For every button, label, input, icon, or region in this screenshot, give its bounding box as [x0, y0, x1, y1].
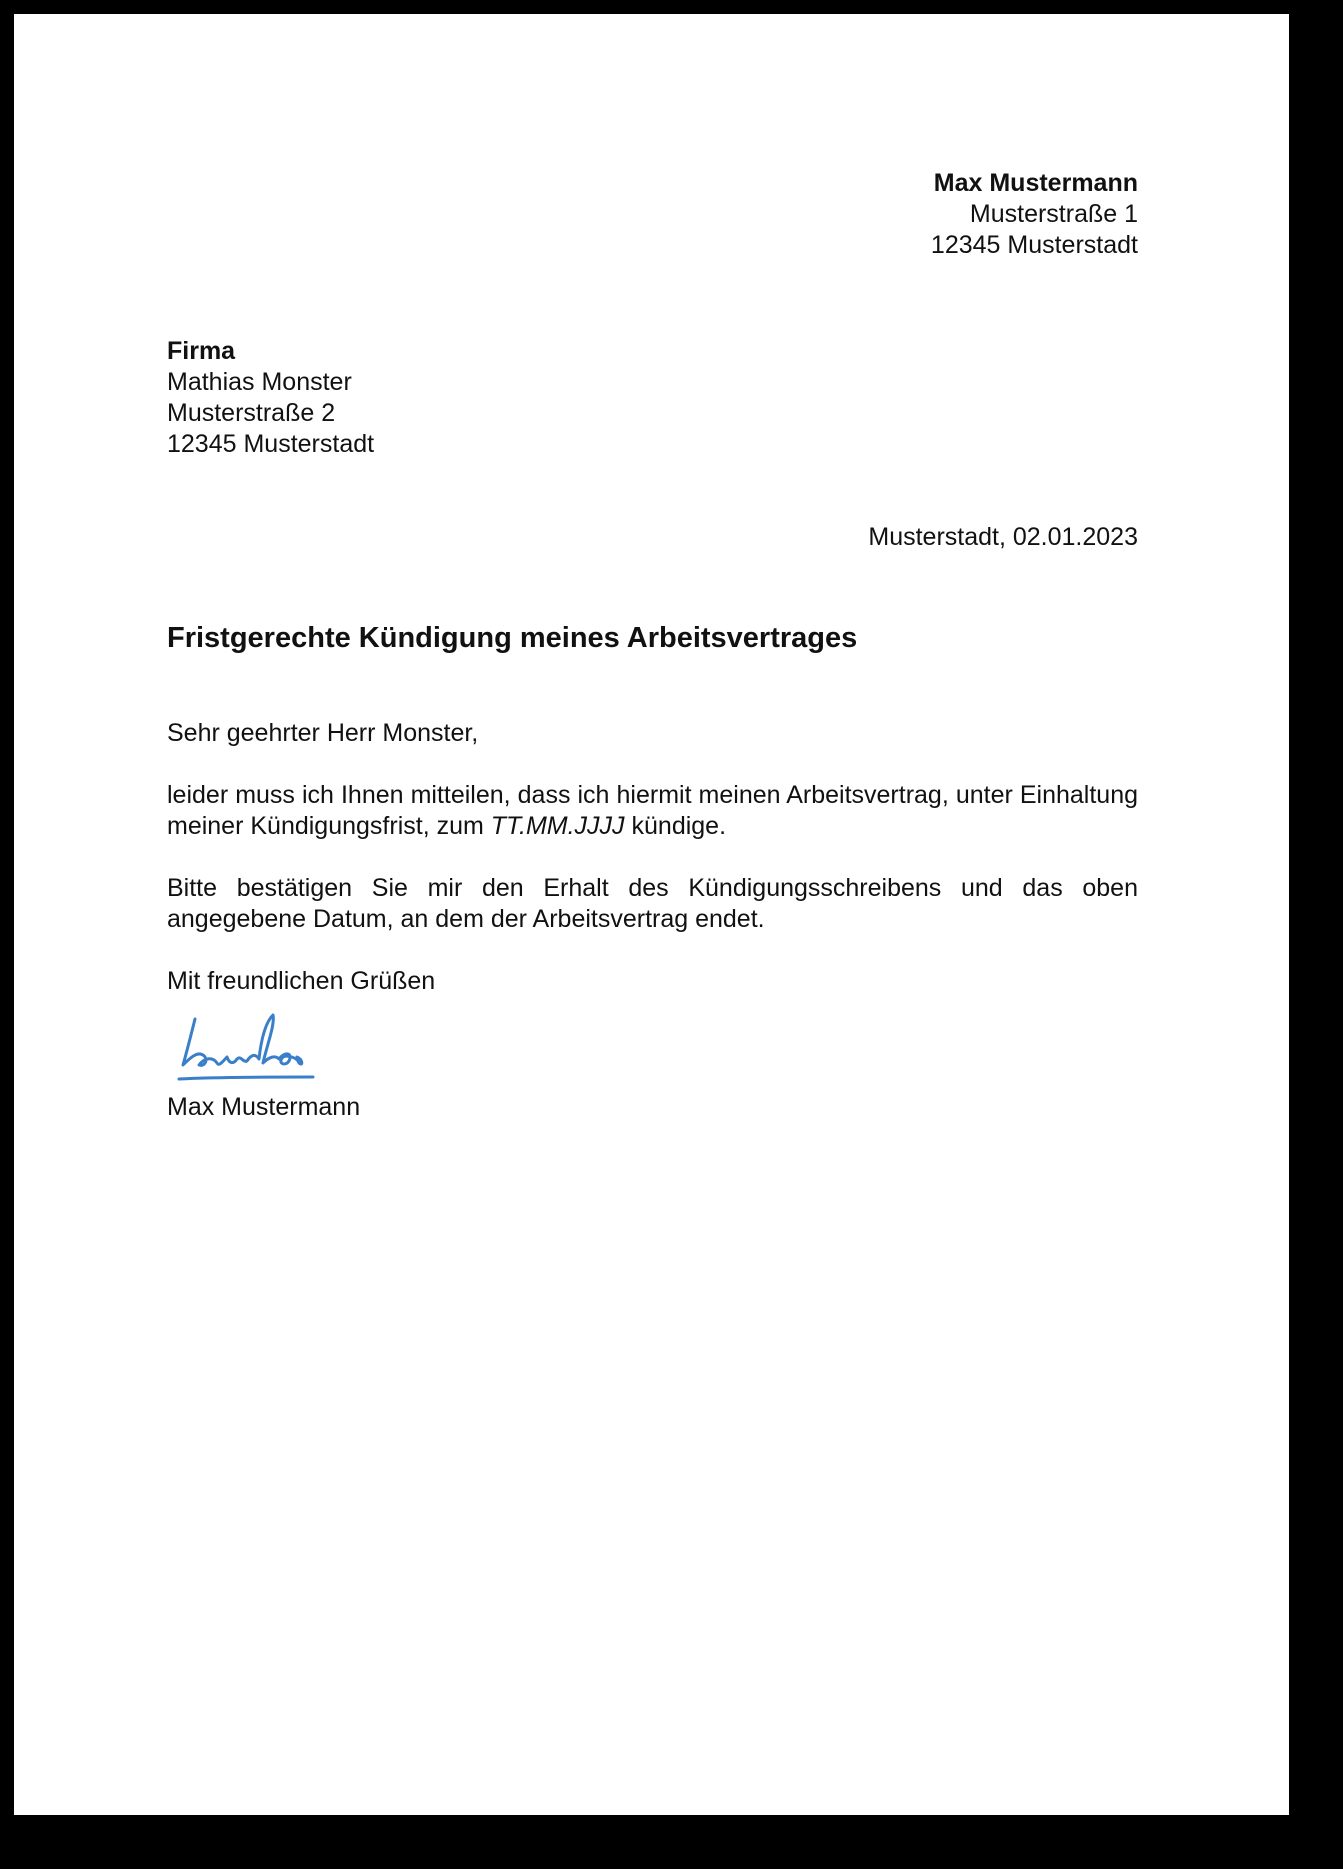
- paragraph-1-end: kündige.: [624, 812, 727, 840]
- recipient-company: Firma: [167, 337, 236, 365]
- handwritten-signature: [175, 1001, 325, 1093]
- recipient-city: 12345 Musterstadt: [167, 430, 375, 458]
- sender-city: 12345 Musterstadt: [930, 231, 1138, 259]
- sender-name: Max Mustermann: [933, 169, 1138, 197]
- signer-name: Max Mustermann: [167, 1093, 361, 1121]
- recipient-name: Mathias Monster: [167, 368, 352, 396]
- recipient-street: Musterstraße 2: [167, 399, 336, 427]
- body-paragraph-1: [167, 780, 1138, 842]
- salutation: Sehr geehrter Herr Monster,: [167, 719, 479, 747]
- body-paragraph-2: Bitte bestätigen Sie mir den Erhalt des Kündigungsschreibens und das oben angegebene Datum, an dem der Arbeitsvertrag endet.: [167, 874, 1138, 933]
- date-line: Musterstadt, 02.01.2023: [868, 523, 1138, 551]
- sender-address: [931, 168, 1138, 261]
- signature-strokes: [179, 1015, 313, 1079]
- recipient-address: [167, 336, 374, 460]
- paragraph-1-text: leider muss ich Ihnen mitteilen, dass ich hiermit meinen Arbeitsvertrag, unter Einhaltung meiner Kündigungsfrist, zum: [167, 781, 1138, 840]
- date-placeholder: TT.MM.JJJJ: [490, 812, 625, 840]
- sender-street: Musterstraße 1: [969, 200, 1138, 228]
- letter-page: [14, 14, 1289, 1815]
- letter-body: [167, 718, 1138, 1028]
- closing: Mit freundlichen Grüßen: [167, 967, 436, 995]
- subject-line: Fristgerechte Kündigung meines Arbeitsvertrages: [167, 622, 858, 654]
